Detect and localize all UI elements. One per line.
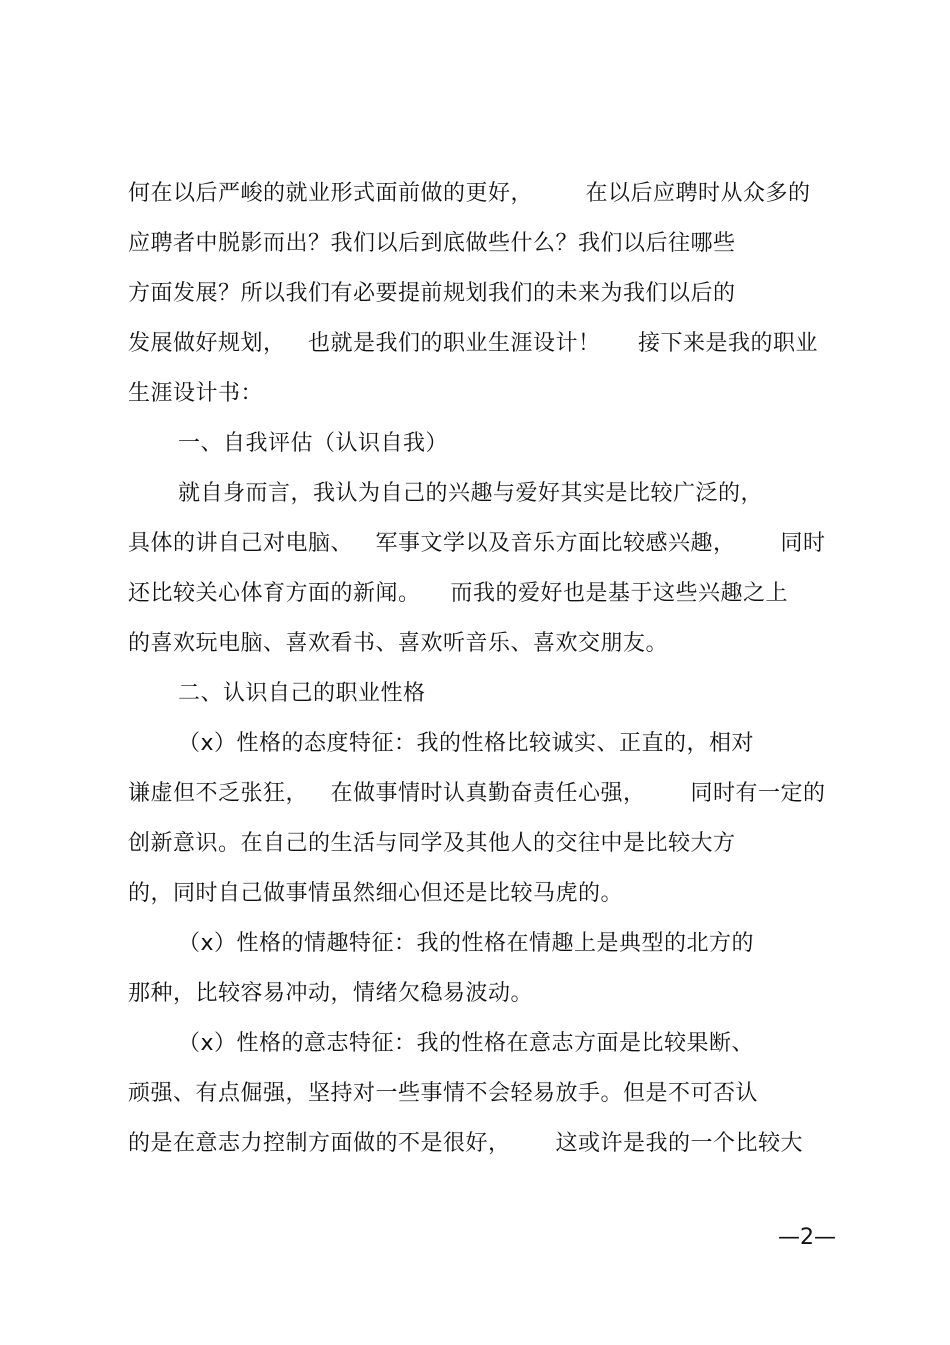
text-line: 就自身而言，我认为自己的兴趣与爱好其实是比较广泛的， <box>178 481 764 506</box>
page-number: —2— <box>778 1225 836 1250</box>
text-line: 何在以后严峻的就业形式面前做的更好， 在以后应聘时从众多的 <box>128 181 811 206</box>
text-line: 顽强、有点倔强，坚持对一些事情不会轻易放手。但是不可否认 <box>128 1081 759 1106</box>
text-line: 那种，比较容易冲动，情绪欠稳易波动。 <box>128 981 534 1006</box>
text-line: 具体的讲自己对电脑、 军事文学以及音乐方面比较感兴趣， 同时 <box>128 531 826 556</box>
text-line: （x）性格的态度特征：我的性格比较诚实、正直的，相对 <box>178 731 755 756</box>
text-line: 生涯设计书： <box>128 381 264 406</box>
text-line: 方面发展？所以我们有必要提前规划我们的未来为我们以后的 <box>128 281 736 306</box>
text-line: 应聘者中脱影而出？我们以后到底做些什么？我们以后往哪些 <box>128 231 736 256</box>
section-heading: 二、认识自己的职业性格 <box>178 681 426 706</box>
section-heading: 一、自我评估（认识自我） <box>178 431 449 456</box>
text-line: （x）性格的意志特征：我的性格在意志方面是比较果断、 <box>178 1031 755 1056</box>
text-line: 的是在意志力控制方面做的不是很好， 这或许是我的一个比较大 <box>128 1131 803 1156</box>
text-line: 发展做好规划， 也就是我们的职业生涯设计！ 接下来是我的职业 <box>128 331 818 356</box>
text-line: 还比较关心体育方面的新闻。 而我的爱好也是基于这些兴趣之上 <box>128 581 788 606</box>
text-line: 的喜欢玩电脑、喜欢看书、喜欢听音乐、喜欢交朋友。 <box>128 631 669 656</box>
text-line: （x）性格的情趣特征：我的性格在情趣上是典型的北方的 <box>178 931 755 956</box>
text-line: 谦虚但不乏张狂， 在做事情时认真勤奋责任心强， 同时有一定的 <box>128 781 826 806</box>
text-line: 创新意识。在自己的生活与同学及其他人的交往中是比较大方 <box>128 831 736 856</box>
text-line: 的，同时自己做事情虽然细心但还是比较马虎的。 <box>128 881 624 906</box>
